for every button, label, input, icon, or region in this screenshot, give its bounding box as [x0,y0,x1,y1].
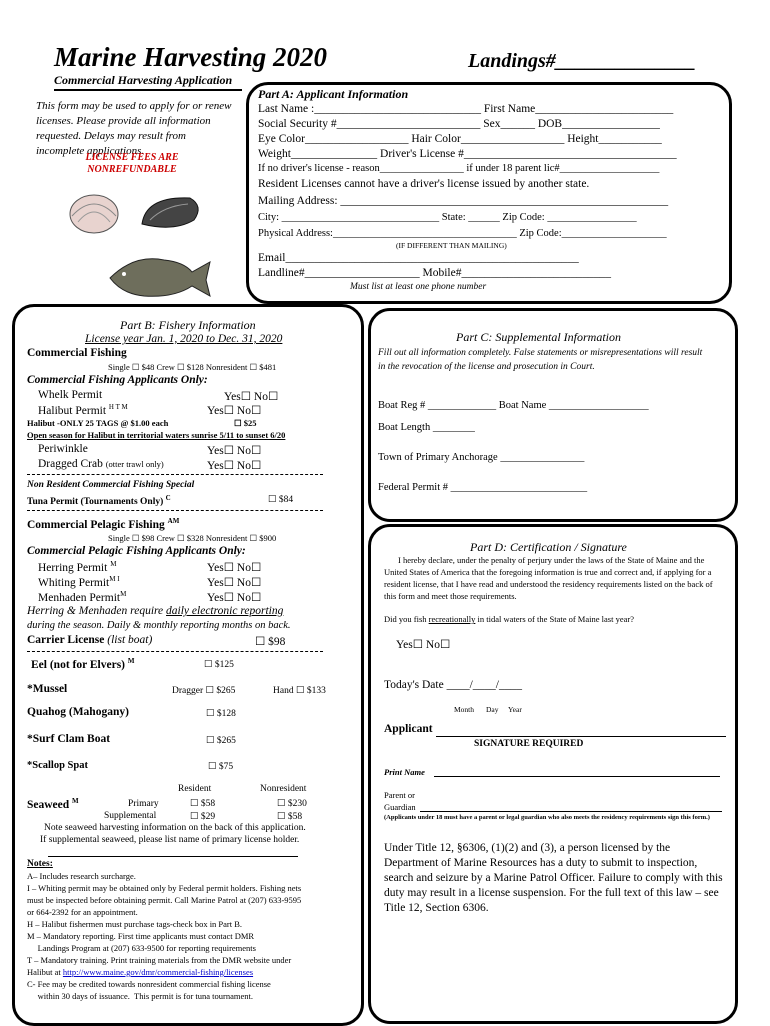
herring-note-b: daily electronic reporting [166,605,284,617]
whelk-yes-no[interactable]: Yes☐ No☐ [224,391,279,403]
cf-applicants-only: Commercial Fishing Applicants Only: [27,374,208,386]
nonres-special: Non Resident Commercial Fishing Special [27,480,195,490]
part-d-heading: Part D: Certification / Signature [470,540,627,554]
date-day-label: Day [486,705,499,714]
halibut-label [38,403,128,417]
notes-heading: Notes: [27,859,53,869]
whiting-yes-no[interactable]: Yes☐ No☐ [207,577,262,589]
pelagic-text: Commercial Pelagic Fishing [27,518,165,531]
subtitle-underline [54,89,242,91]
periwinkle-label: Periwinkle [38,443,88,455]
herring-reporting-note [27,605,283,617]
declaration-text: I hereby declare, under the penalty of perjury under the laws of the State of Maine and the United States of America that the foregoing information is true and correct and, if applying for a resident license, that I have read and understood the residency requirements listed on the back of this form and meet those requirements. [384,555,713,601]
seaweed-sup: M [72,797,79,805]
note-t: T – Mandatory training. Print training materials from the DMR website under [27,955,292,965]
primary-holder-line[interactable] [48,856,298,857]
pelagic-sup: AM [167,517,180,525]
cf-fees[interactable]: Single ☐ $48 Crew ☐ $128 Nonresident ☐ $481 [108,362,277,372]
part-a-heading: Part A: Applicant Information [258,87,409,101]
divider-2 [27,510,323,511]
intro-text: This form may be used to apply for or renew licenses. Please provide all information requested. Delays may result from incomplete applications. [36,100,232,157]
date-month-label: Month [454,705,475,714]
if-different-note: (IF DIFFERENT THAN MAILING) [396,241,507,250]
guardian-label: Guardian [384,802,416,812]
eel-sup: M [127,657,135,665]
note-t-link-line [27,967,253,977]
form-subtitle: Commercial Harvesting Application [54,73,233,87]
surf-clam-fee[interactable]: ☐ $265 [206,736,236,746]
form-title: Marine Harvesting 2020 [54,42,328,72]
boat-reg-field[interactable]: Boat Reg # _____________ Boat Name ___________________ [378,400,649,411]
herring-label [38,560,116,574]
fees-notice [62,152,202,176]
primary-nonresident-fee[interactable]: ☐ $230 [277,799,307,809]
whiting-label [38,575,120,589]
eel-text: Eel (not for Elvers) [31,658,126,671]
physical-address-field[interactable]: Physical Address:___________________________________ Zip Code:____________________ [258,228,667,239]
applicant-label: Applicant [384,723,433,735]
commercial-fishing-label: Commercial Fishing [27,347,127,359]
menhaden-sup: M [120,590,127,598]
menhaden-text: Menhaden Permit [38,591,121,604]
dragged-crab-note: (otter trawl only) [105,459,164,469]
whiting-text: Whiting Permit [38,576,110,589]
note-i-3: or 664-2392 for an appointment. [27,907,138,917]
mussel-hand-fee[interactable]: Hand ☐ $133 [273,686,326,696]
print-name-line[interactable] [434,776,720,777]
email-field[interactable]: Email___________________________________________________ [258,252,579,264]
applicant-signature-line[interactable] [436,736,726,737]
note-c-2: within 30 days of issuance. This permit is for tuna tournament. [27,991,254,1001]
fees-line-1: LICENSE FEES ARE [85,152,179,163]
print-name-label: Print Name [384,767,425,777]
halibut-yes-no[interactable]: Yes☐ No☐ [207,405,262,417]
quahog-label: Quahog (Mahogany) [27,706,129,718]
part-c-warning: Fill out all information completely. False statements or misrepresentations will result in the revocation of the license and prosecution in Court. [378,348,703,372]
halibut-tags-label: Halibut -ONLY 25 TAGS @ $1.00 each [27,418,169,428]
supplemental-label: Supplemental [104,811,157,821]
herring-text: Herring Permit [38,561,108,574]
guardian-note: (Applicants under 18 must have a parent or legal guardian who also meets the residency requirements sign this form.) [384,814,710,821]
fees-line-2: NONREFUNDABLE [87,164,177,175]
whelk-label: Whelk Permit [38,389,103,401]
anchorage-field[interactable]: Town of Primary Anchorage ________________ [378,452,585,463]
scallop-label: *Scallop Spat [27,760,88,771]
menhaden-yes-no[interactable]: Yes☐ No☐ [207,592,262,604]
mussel-label: *Mussel [27,683,68,695]
halibut-season: Open season for Halibut in territorial waters sunrise 5/11 to sunset 6/20 [27,430,286,440]
note-i-1: I – Whiting permit may be obtained only by Federal permit holders. Fishing nets [27,883,302,893]
tuna-sup: C [165,494,171,502]
eel-fee[interactable]: ☐ $125 [204,660,234,670]
note-h: H – Halibut fishermen must purchase tags-check box in Part B. [27,919,243,929]
rec-q-c: in tidal waters of the State of Maine last year? [475,614,634,624]
date-year-label: Year [508,705,522,714]
federal-permit-field[interactable]: Federal Permit # __________________________ [378,482,588,493]
recreational-question [384,614,634,624]
signature-required: SIGNATURE REQUIRED [474,739,584,749]
note-i-2: must be inspected before obtaining permit. Call Marine Patrol at (207) 633-9595 [27,895,302,905]
rec-q-a: Did you fish [384,614,429,624]
resident-license-note: Resident Licenses cannot have a driver's license issued by another state. [258,178,590,190]
clam-icon [70,195,118,233]
title-12-text: Under Title 12, §6306, (1)(2) and (3), a person licensed by the Department of Marine Resources has a duty to submit to inspection, search and seizure by a Marine Patrol Officer. Failure to comply with this duty may result in a license suspension. For the full text of this law – see Title 12, Section 6306. [384,842,723,914]
part-b-heading: Part B: Fishery Information [120,318,256,332]
supplemental-nonresident-fee[interactable]: ☐ $58 [277,812,303,822]
note-m-1: M – Mandatory reporting. First time applicants must contact DMR [27,931,255,941]
landline-field[interactable]: Landline#____________________ Mobile#__________________________ [258,267,611,279]
ssn-field[interactable]: Social Security #_________________________ Sex______ DOB_________________ [258,118,660,130]
tuna-text: Tuna Permit (Tournaments Only) [27,497,164,508]
recreational-yes-no[interactable]: Yes☐ No☐ [396,639,451,651]
menhaden-label [38,590,126,604]
carrier-text: Carrier License [27,634,105,646]
dmr-licenses-link[interactable]: http://www.maine.gov/dmr/commercial-fishing/licenses [62,967,254,977]
halibut-text: Halibut Permit [38,404,107,417]
primary-label: Primary [128,799,159,809]
pelagic-label [27,517,179,531]
surf-clam-label: *Surf Clam Boat [27,733,111,745]
weight-field[interactable]: Weight_______________ Driver's License #_____________________________________ [258,148,677,160]
dragged-crab-text: Dragged Crab [38,458,103,470]
note-m-2: Landings Program at (207) 633-9500 for reporting requirements [27,943,256,953]
parent-or-label: Parent or [384,790,415,800]
carrier-label [27,634,152,646]
halibut-at-text: Halibut at [27,967,63,977]
divider-3 [27,651,323,652]
eel-label [31,657,135,671]
mussel-icon [142,198,198,227]
halibut-icon [110,259,210,296]
divider-1 [27,474,323,475]
last-name-field[interactable]: Last Name :_____________________________ First Name________________________ [258,103,674,115]
boat-length-field[interactable]: Boat Length ________ [378,422,475,433]
seaweed-note-1: Note seaweed harvesting information on the back of this application. [44,823,306,833]
note-c-1: C- Fee may be credited towards nonresident commercial fishing license [27,979,271,989]
seaweed-label [27,797,79,811]
eye-color-field[interactable]: Eye Color__________________ Hair Color__________________ Height___________ [258,133,662,145]
license-year: License year Jan. 1, 2020 to Dec. 31, 2020 [85,333,283,345]
note-a: A– Includes research surcharge. [27,871,136,881]
todays-date-field[interactable]: Today's Date ____/____/____ [384,679,522,691]
landings-number: Landings#______________ [468,50,696,72]
seaweed-note-2: If supplemental seaweed, please list name of primary license holder. [40,835,300,845]
rec-q-b: recreationally [428,614,476,624]
part-c-heading: Part C: Supplemental Information [456,330,621,344]
scallop-fee[interactable]: ☐ $75 [208,762,234,772]
whiting-sup: M I [109,575,120,583]
pelagic-applicants-only: Commercial Pelagic Fishing Applicants Only: [27,545,246,557]
guardian-signature-line[interactable] [420,811,722,812]
quahog-fee[interactable]: ☐ $128 [206,709,236,719]
carrier-note: (list boat) [107,634,153,646]
dragged-crab-yes-no[interactable]: Yes☐ No☐ [207,460,262,472]
tuna-label [27,494,171,507]
resident-col: Resident [178,784,212,794]
city-field[interactable]: City: ______________________________ State: ______ Zip Code: _________________ [258,212,637,223]
no-license-reason-field[interactable]: If no driver's license - reason________________ if under 18 parent lic#___________________ [258,163,660,174]
marine-illustrations [64,190,234,310]
supplemental-resident-fee[interactable]: ☐ $29 [190,812,216,822]
herring-sup: M [110,560,117,568]
dragged-crab-label [38,458,164,470]
seaweed-text: Seaweed [27,798,70,811]
halibut-sup: H T M [108,403,128,411]
carrier-fee[interactable]: ☐ $98 [255,636,286,648]
herring-reporting-note-2: during the season. Daily & monthly reporting months on back. [27,620,291,631]
pelagic-fees[interactable]: Single ☐ $98 Crew ☐ $328 Nonresident ☐ $900 [108,533,277,543]
mussel-dragger-fee[interactable]: Dragger ☐ $265 [172,686,236,696]
phone-note: Must list at least one phone number [350,282,487,292]
tuna-fee[interactable]: ☐ $84 [268,495,294,505]
primary-resident-fee[interactable]: ☐ $58 [190,799,216,809]
herring-yes-no[interactable]: Yes☐ No☐ [207,562,262,574]
nonresident-col: Nonresident [260,784,307,794]
halibut-tags-fee[interactable]: ☐ $25 [234,418,257,428]
mailing-address-field[interactable]: Mailing Address: _________________________________________________________ [258,195,669,207]
herring-note-a: Herring & Menhaden require [27,605,164,617]
periwinkle-yes-no[interactable]: Yes☐ No☐ [207,445,262,457]
